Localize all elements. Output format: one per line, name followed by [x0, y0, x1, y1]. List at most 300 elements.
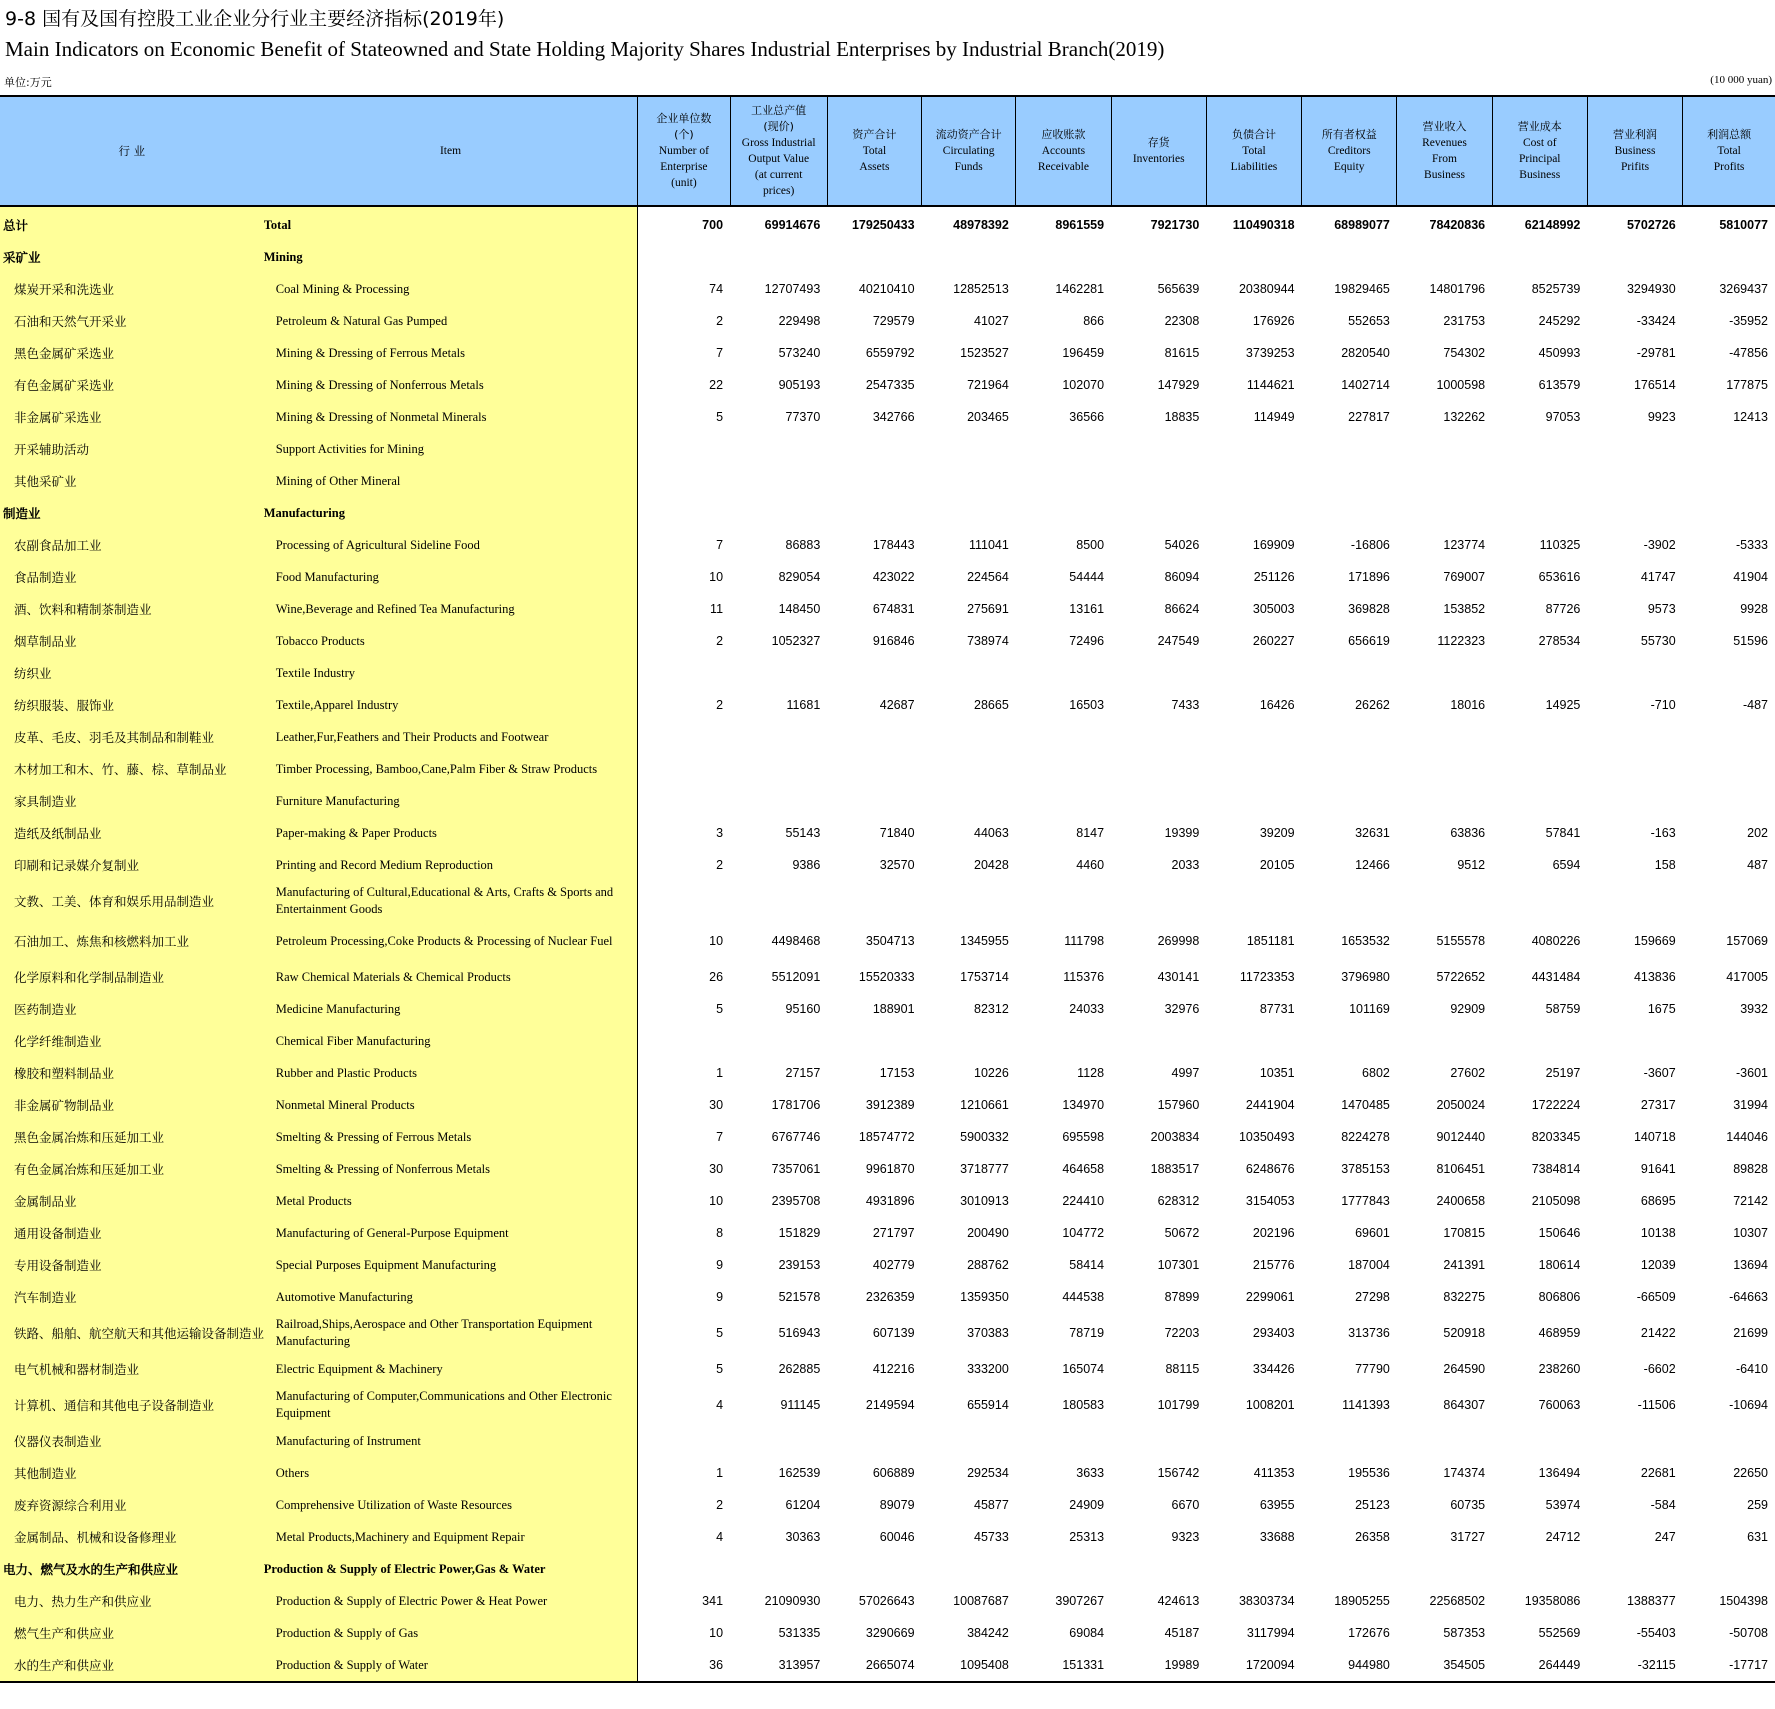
value-cell — [827, 1025, 921, 1057]
value-cell — [1683, 881, 1775, 921]
industry-name-cn: 石油加工、炼焦和核燃料加工业 — [0, 921, 264, 961]
value-cell: 179250433 — [851, 218, 915, 232]
value-cell — [1492, 1553, 1587, 1585]
value-cell: 464658 — [1062, 1162, 1105, 1176]
industry-name-cn: 农副食品加工业 — [0, 529, 264, 561]
value-cell: 8147 — [1076, 826, 1105, 840]
industry-name-en: Paper-making & Paper Products — [264, 817, 638, 849]
value-cell: 86883 — [785, 538, 821, 552]
value-cell: 171896 — [1348, 570, 1390, 584]
value-cell: 18835 — [1164, 410, 1200, 424]
industry-name-cn: 仪器仪表制造业 — [0, 1425, 264, 1457]
industry-name-cn: 煤炭开采和洗选业 — [0, 273, 264, 305]
value-cell: 111798 — [1064, 934, 1105, 948]
value-cell: 78719 — [1069, 1326, 1105, 1340]
industry-name-cn: 总计 — [0, 206, 264, 241]
value-cell — [1683, 1425, 1775, 1457]
value-cell: 9386 — [792, 858, 821, 872]
industry-name-cn: 非金属矿物制品业 — [0, 1089, 264, 1121]
value-cell: 87731 — [1259, 1002, 1295, 1016]
value-cell: 69601 — [1355, 1226, 1390, 1240]
value-cell: 3010913 — [960, 1194, 1009, 1208]
value-cell — [1492, 1025, 1587, 1057]
value-cell: 14801796 — [1429, 282, 1486, 296]
value-cell: 334426 — [1252, 1362, 1295, 1376]
value-cell: 86624 — [1164, 602, 1200, 616]
value-cell: 424613 — [1157, 1594, 1200, 1608]
value-cell: 87899 — [1164, 1290, 1200, 1304]
value-cell: 54444 — [1069, 570, 1105, 584]
value-cell: 1675 — [1647, 1002, 1676, 1016]
value-cell — [1492, 497, 1587, 529]
value-cell: 187004 — [1348, 1258, 1390, 1272]
value-cell: 26262 — [1355, 698, 1390, 712]
value-cell — [730, 1425, 827, 1457]
value-cell: -163 — [1650, 826, 1676, 840]
value-cell — [1302, 1025, 1397, 1057]
industry-name-cn: 石油和天然气开采业 — [0, 305, 264, 337]
industry-name-en: Production & Supply of Electric Power & Heat Power — [264, 1585, 638, 1617]
column-header-line: 企业单位数 — [656, 112, 712, 125]
value-cell: 656619 — [1348, 634, 1390, 648]
value-cell: -32115 — [1637, 1658, 1676, 1672]
value-cell — [1206, 433, 1301, 465]
value-cell — [1111, 721, 1206, 753]
column-header-line: Creditors — [1327, 145, 1371, 157]
value-cell: 2547335 — [865, 378, 915, 392]
header-industry-cn: 行 业 — [0, 96, 264, 206]
value-cell: 21090930 — [764, 1594, 821, 1608]
value-cell: 264590 — [1443, 1362, 1486, 1376]
value-cell — [922, 657, 1016, 689]
value-cell: 1388377 — [1626, 1594, 1676, 1608]
industry-name-en: Textile,Apparel Industry — [264, 689, 638, 721]
category-row — [0, 497, 1775, 529]
column-header-line: 营业成本 — [1517, 120, 1562, 133]
value-cell: 74 — [709, 282, 724, 296]
value-cell: 136494 — [1538, 1466, 1581, 1480]
value-cell — [1302, 465, 1397, 497]
value-cell — [1683, 433, 1775, 465]
value-cell: 7921730 — [1150, 218, 1200, 232]
table-row — [0, 1121, 1775, 1153]
value-cell: 1000598 — [1436, 378, 1486, 392]
value-cell: 2441904 — [1245, 1098, 1295, 1112]
value-cell: 32631 — [1355, 826, 1390, 840]
column-header-line: (个) — [674, 128, 694, 141]
value-cell: 176514 — [1633, 378, 1676, 392]
value-cell: -5333 — [1736, 538, 1768, 552]
value-cell: 769007 — [1443, 570, 1486, 584]
industry-name-cn: 开采辅助活动 — [0, 433, 264, 465]
table-row — [0, 1385, 1775, 1425]
industry-name-cn: 金属制品业 — [0, 1185, 264, 1217]
value-cell — [1206, 1425, 1301, 1457]
table-row — [0, 625, 1775, 657]
value-cell: 5 — [716, 1326, 724, 1340]
value-cell: 87726 — [1545, 602, 1581, 616]
value-cell: 3718777 — [960, 1162, 1009, 1176]
industry-name-en: Processing of Agricultural Sideline Food — [264, 529, 638, 561]
value-cell: 402779 — [872, 1258, 915, 1272]
value-cell: 10087687 — [953, 1594, 1009, 1608]
value-cell: 1052327 — [771, 634, 821, 648]
industry-name-cn: 金属制品、机械和设备修理业 — [0, 1521, 264, 1553]
table-row — [0, 1153, 1775, 1185]
value-cell — [922, 465, 1016, 497]
value-cell — [1302, 657, 1397, 689]
column-header-line: Liabilities — [1230, 161, 1278, 173]
value-cell: 200490 — [967, 1226, 1009, 1240]
value-cell — [1206, 753, 1301, 785]
column-header-line: Output Value — [748, 153, 810, 165]
value-cell: 82312 — [974, 1002, 1009, 1016]
value-cell: 695598 — [1062, 1130, 1105, 1144]
value-cell: 241391 — [1443, 1258, 1486, 1272]
value-cell — [1397, 497, 1492, 529]
value-cell: 77790 — [1355, 1362, 1390, 1376]
table-row — [0, 817, 1775, 849]
value-cell: 3269437 — [1719, 282, 1768, 296]
value-cell — [827, 881, 921, 921]
value-cell — [922, 721, 1016, 753]
industry-name-cn: 铁路、船舶、航空航天和其他运输设备制造业 — [0, 1313, 264, 1353]
value-cell: 27298 — [1355, 1290, 1390, 1304]
value-cell — [1492, 881, 1587, 921]
value-cell — [827, 1425, 921, 1457]
value-cell — [730, 881, 827, 921]
value-cell: 832275 — [1443, 1290, 1486, 1304]
value-cell — [1111, 1553, 1206, 1585]
industry-name-en: Mining & Dressing of Ferrous Metals — [264, 337, 638, 369]
value-cell — [1587, 1553, 1682, 1585]
value-cell: 42687 — [879, 698, 915, 712]
value-cell: 44063 — [974, 826, 1009, 840]
column-header-line: Enterprise — [660, 161, 708, 173]
value-cell: 17153 — [879, 1066, 915, 1080]
value-cell — [730, 1553, 827, 1585]
value-cell — [1206, 497, 1301, 529]
value-cell: 3785153 — [1341, 1162, 1390, 1176]
value-cell — [1016, 881, 1111, 921]
industry-name-en: Metal Products,Machinery and Equipment Repair — [264, 1521, 638, 1553]
industry-name-cn: 纺织业 — [0, 657, 264, 689]
column-header — [1587, 96, 1682, 206]
value-cell: 1128 — [1077, 1066, 1105, 1080]
value-cell: 729579 — [872, 314, 915, 328]
value-cell: 12466 — [1355, 858, 1390, 872]
value-cell: 3796980 — [1341, 970, 1390, 984]
value-cell: 1470485 — [1341, 1098, 1390, 1112]
value-cell: 1210661 — [960, 1098, 1009, 1112]
column-header-line: 工业总产值 — [751, 104, 807, 117]
value-cell — [1397, 657, 1492, 689]
industry-name-en: Electric Equipment & Machinery — [264, 1353, 638, 1385]
value-cell — [1492, 753, 1587, 785]
value-cell: 9961870 — [865, 1162, 915, 1176]
industry-name-cn: 燃气生产和供应业 — [0, 1617, 264, 1649]
value-cell: -47856 — [1729, 346, 1768, 360]
value-cell — [730, 785, 827, 817]
value-cell — [1111, 241, 1206, 273]
page-title-cn: 9-8 国有及国有控股工业企业分行业主要经济指标(2019年) — [5, 8, 505, 30]
value-cell — [922, 1025, 1016, 1057]
column-header-line: Assets — [859, 161, 890, 173]
value-cell: 22 — [709, 378, 724, 392]
value-cell: 275691 — [967, 602, 1009, 616]
value-cell: 77370 — [785, 410, 821, 424]
value-cell — [1683, 465, 1775, 497]
value-cell: -29781 — [1636, 346, 1676, 360]
value-cell: 10138 — [1640, 1226, 1676, 1240]
value-cell: 151331 — [1062, 1658, 1105, 1672]
value-cell: 631 — [1747, 1530, 1768, 1544]
value-cell: 102070 — [1062, 378, 1105, 392]
value-cell — [1111, 497, 1206, 529]
column-header-line: Total — [862, 145, 887, 157]
value-cell: 9573 — [1647, 602, 1676, 616]
value-cell: 520918 — [1443, 1326, 1486, 1340]
value-cell — [1587, 753, 1682, 785]
value-cell: 86094 — [1164, 570, 1200, 584]
value-cell: 157960 — [1157, 1098, 1200, 1112]
table-header-row — [0, 96, 1775, 206]
industry-name-en: Nonmetal Mineral Products — [264, 1089, 638, 1121]
value-cell — [922, 881, 1016, 921]
value-cell: 1144621 — [1246, 378, 1295, 392]
value-cell: 2 — [716, 858, 724, 872]
value-cell: 305003 — [1252, 602, 1295, 616]
value-cell: 1402714 — [1341, 378, 1390, 392]
value-cell: 2665074 — [865, 1658, 915, 1672]
industry-name-en: Chemical Fiber Manufacturing — [264, 1025, 638, 1057]
industry-name-en: Coal Mining & Processing — [264, 273, 638, 305]
value-cell: 162539 — [778, 1466, 821, 1480]
table-row — [0, 593, 1775, 625]
value-cell — [1206, 465, 1301, 497]
value-cell: 30 — [709, 1162, 724, 1176]
table-row — [0, 337, 1775, 369]
value-cell: 239153 — [778, 1258, 821, 1272]
value-cell: 5722652 — [1436, 970, 1486, 984]
value-cell — [1587, 1025, 1682, 1057]
industry-name-en: Food Manufacturing — [264, 561, 638, 593]
value-cell: 10 — [709, 570, 724, 584]
value-cell: 89828 — [1733, 1162, 1768, 1176]
value-cell: 203465 — [967, 410, 1009, 424]
value-cell — [1397, 753, 1492, 785]
column-header-line: 存货 — [1147, 136, 1170, 149]
value-cell: 7 — [716, 1130, 724, 1144]
table-row — [0, 1585, 1775, 1617]
column-header-line: 负债合计 — [1231, 128, 1276, 141]
column-header — [1016, 96, 1111, 206]
value-cell: 3154053 — [1245, 1194, 1295, 1208]
column-header-line: From — [1432, 153, 1457, 165]
value-cell: 864307 — [1443, 1398, 1486, 1412]
table-row — [0, 1649, 1775, 1682]
value-cell: 147929 — [1157, 378, 1200, 392]
value-cell: 38303734 — [1238, 1594, 1295, 1608]
industry-name-en: Support Activities for Mining — [264, 433, 638, 465]
value-cell: 5 — [716, 1362, 724, 1376]
value-cell: 101169 — [1349, 1002, 1390, 1016]
value-cell: -6410 — [1736, 1362, 1768, 1376]
value-cell: 51596 — [1733, 634, 1768, 648]
value-cell: 411353 — [1253, 1466, 1295, 1480]
industry-name-cn: 医药制造业 — [0, 993, 264, 1025]
page-title-en: Main Indicators on Economic Benefit of Stateowned and State Holding Majority Shares Industrial Enterprises by Industrial Branch(2019) — [5, 37, 1165, 61]
industry-name-en: Smelting & Pressing of Nonferrous Metals — [264, 1153, 638, 1185]
value-cell: 41027 — [974, 314, 1009, 328]
value-cell — [1302, 721, 1397, 753]
column-header-line: 应收账款 — [1041, 128, 1086, 141]
column-header-line: 营业收入 — [1422, 120, 1467, 133]
value-cell: 269998 — [1157, 934, 1200, 948]
value-cell: 1781706 — [771, 1098, 821, 1112]
value-cell: 172676 — [1348, 1626, 1390, 1640]
value-cell: 19358086 — [1524, 1594, 1581, 1608]
value-cell: 674831 — [872, 602, 915, 616]
industry-name-cn: 有色金属冶炼和压延加工业 — [0, 1153, 264, 1185]
value-cell — [1111, 785, 1206, 817]
value-cell: 30 — [709, 1098, 724, 1112]
column-header-line: Total — [1242, 145, 1266, 157]
value-cell — [1206, 881, 1301, 921]
value-cell: 62148992 — [1524, 218, 1581, 232]
value-cell — [1683, 785, 1775, 817]
value-cell: 516943 — [778, 1326, 821, 1340]
value-cell: 7384814 — [1531, 1162, 1581, 1176]
value-cell: 259 — [1747, 1498, 1768, 1512]
industry-name-cn: 电力、热力生产和供应业 — [0, 1585, 264, 1617]
value-cell — [1587, 881, 1682, 921]
unit-label-cn: 单位:万元 — [4, 76, 52, 89]
value-cell: 20380944 — [1238, 282, 1295, 296]
value-cell: 1523527 — [960, 346, 1009, 360]
value-cell: 72496 — [1069, 634, 1105, 648]
value-cell — [1397, 1553, 1492, 1585]
value-cell: 866 — [1083, 314, 1105, 328]
value-cell — [1492, 1425, 1587, 1457]
table-row — [0, 881, 1775, 921]
value-cell: 18905255 — [1334, 1594, 1390, 1608]
column-header — [922, 96, 1016, 206]
industry-name-en: Rubber and Plastic Products — [264, 1057, 638, 1089]
value-cell: -55403 — [1636, 1626, 1676, 1640]
value-cell: 21422 — [1640, 1326, 1676, 1340]
industry-name-cn: 黑色金属冶炼和压延加工业 — [0, 1121, 264, 1153]
value-cell: 111041 — [968, 538, 1009, 552]
value-cell: 6248676 — [1245, 1162, 1295, 1176]
value-cell: 16503 — [1069, 698, 1105, 712]
value-cell: 1359350 — [960, 1290, 1009, 1304]
value-cell: 26 — [709, 970, 724, 984]
value-cell: 412216 — [872, 1362, 915, 1376]
value-cell — [1492, 241, 1587, 273]
value-cell: 7 — [716, 538, 724, 552]
value-cell: 58759 — [1545, 1002, 1581, 1016]
value-cell: 101799 — [1157, 1398, 1200, 1412]
value-cell: 95160 — [785, 1002, 821, 1016]
table-row — [0, 1353, 1775, 1385]
column-header-line: prices) — [763, 185, 795, 197]
industry-name-cn: 电气机械和器材制造业 — [0, 1353, 264, 1385]
value-cell: 916846 — [872, 634, 915, 648]
column-header-line: 资产合计 — [852, 128, 897, 141]
value-cell — [1206, 1553, 1301, 1585]
value-cell: 628312 — [1157, 1194, 1200, 1208]
value-cell — [1683, 721, 1775, 753]
value-cell — [827, 465, 921, 497]
table-row — [0, 561, 1775, 593]
industry-name-cn: 计算机、通信和其他电子设备制造业 — [0, 1385, 264, 1425]
value-cell: 2400658 — [1436, 1194, 1486, 1208]
value-cell: 15520333 — [858, 970, 915, 984]
value-cell: 57026643 — [858, 1594, 915, 1608]
value-cell: 655914 — [967, 1398, 1009, 1412]
value-cell: 2820540 — [1341, 346, 1390, 360]
value-cell — [730, 465, 827, 497]
value-cell: 22681 — [1640, 1466, 1676, 1480]
value-cell: 342766 — [872, 410, 915, 424]
category-row — [0, 241, 1775, 273]
value-cell: 22308 — [1164, 314, 1200, 328]
industry-name-cn: 纺织服装、服饰业 — [0, 689, 264, 721]
value-cell: 7357061 — [771, 1162, 821, 1176]
value-cell — [1492, 433, 1587, 465]
value-cell — [1016, 753, 1111, 785]
value-cell: 10350493 — [1238, 1130, 1295, 1144]
value-cell: 829054 — [778, 570, 821, 584]
value-cell: 384242 — [967, 1626, 1009, 1640]
value-cell: 58414 — [1069, 1258, 1105, 1272]
value-cell: 20428 — [974, 858, 1009, 872]
value-cell: 134970 — [1062, 1098, 1105, 1112]
value-cell: 55143 — [785, 826, 821, 840]
value-cell: 22568502 — [1429, 1594, 1486, 1608]
value-cell: 354505 — [1443, 1658, 1486, 1672]
value-cell: 3504713 — [865, 934, 915, 948]
value-cell — [922, 1553, 1016, 1585]
value-cell — [638, 433, 730, 465]
value-cell: 369828 — [1348, 602, 1390, 616]
value-cell: 587353 — [1443, 1626, 1486, 1640]
value-cell: 215776 — [1252, 1258, 1295, 1272]
value-cell: -33424 — [1636, 314, 1676, 328]
industry-name-cn: 汽车制造业 — [0, 1281, 264, 1313]
table-row — [0, 273, 1775, 305]
value-cell: 81615 — [1164, 346, 1200, 360]
value-cell: 78420836 — [1429, 218, 1486, 232]
column-header-line: Business — [1614, 145, 1656, 157]
value-cell: 10226 — [974, 1066, 1009, 1080]
value-cell — [1587, 785, 1682, 817]
value-cell: 3117994 — [1246, 1626, 1295, 1640]
industry-name-en: Smelting & Pressing of Ferrous Metals — [264, 1121, 638, 1153]
industry-name-en: Tobacco Products — [264, 625, 638, 657]
column-header-line: Principal — [1518, 153, 1561, 165]
column-header-line: Receivable — [1037, 161, 1089, 173]
value-cell: -3601 — [1736, 1066, 1768, 1080]
table-row — [0, 921, 1775, 961]
value-cell: 24033 — [1069, 1002, 1105, 1016]
value-cell — [1206, 657, 1301, 689]
value-cell — [1111, 657, 1206, 689]
value-cell: -17717 — [1729, 1658, 1768, 1672]
column-header — [1111, 96, 1206, 206]
value-cell — [922, 241, 1016, 273]
